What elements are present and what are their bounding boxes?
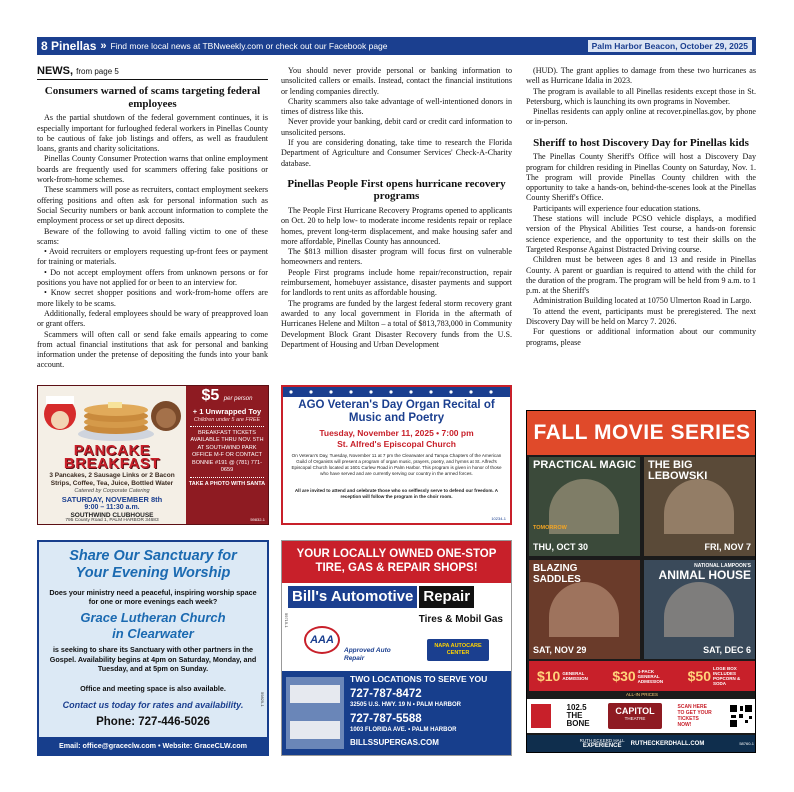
article3-body [526,152,756,348]
paragraph: If you are considering donating, take time to research the Florida Department of Agriculture and Consumer Services' Check-A-Charity database. [281,138,512,168]
bills-address-1: 32505 U.S. HWY. 19 N • PALM HARBOR [350,702,462,708]
movie-name: ANIMAL HOUSE [658,568,751,582]
per-person: per person [223,396,253,402]
sponsor-strip [527,699,756,733]
section-kicker [37,66,268,80]
sanctuary-office: Office and meeting space is also available. [80,684,226,693]
bills-name-2: Repair [419,586,474,608]
ad-fall-movie-series[interactable] [526,410,756,753]
paragraph: Participants will experience four education stations. [533,203,701,213]
paragraph: Pinellas County Consumer Protection warns that online employment boards are frequently used for scammers offering fake positions or work-from-home schemes. [37,154,268,185]
church-name [39,610,267,641]
pancake-venue: SOUTHWIND CLUBHOUSE [70,512,154,519]
qr-code-icon[interactable] [729,704,753,728]
price-amount: $30 [612,668,636,684]
radio-logo: 102.5 THE BONE [566,703,590,728]
paragraph: The program is available to all Pinellas residents except those in St. Petersburg, which is launching its own programs in November. [526,86,756,106]
ruth-name: RUTH ECKERD HALL [579,738,625,743]
paragraph: For questions or additional information about our community programs, please [526,327,756,347]
pancake-title [38,444,186,470]
ruth-eckerd-logo [580,738,625,749]
paragraph: Charity scammers also take advantage of well-intentioned donors in times of distress like this. [281,96,512,117]
movie-tile[interactable] [644,560,755,659]
bills-website[interactable]: BILLSSUPERGAS.COM [350,738,439,747]
ruth-experience: EXPERIENCE [582,743,622,749]
ruth-eckerd-strip [527,735,756,752]
paragraph: The People First Hurricane Recovery Programs opened to applicants on Oct. 20 to help low- to moderate income residents repair or replace homes, prevent long-term displacement, and make housing safer and more affordable, Pinellas County has announced. [281,205,512,246]
movie-date: FRI, NOV 7 [704,542,751,552]
pancake-date: SATURDAY, NOVEMBER 8th [61,495,163,504]
movie-tag: TOMORROW [533,525,567,531]
paragraph: The programs are funded by the largest federal storm recovery grant awarded to any local government in Florida in the aftermath of Hurricanes Helene and Milton – a total of $813,783,000 in Community Development Block Grant Disaster Recovery funds from the U.S. Department of Housing and Urban Development [281,298,512,349]
ad-pancake-breakfast[interactable] [37,385,269,525]
ad-bills-automotive[interactable] [281,540,512,756]
movie-name: PRACTICAL MAGIC [533,459,637,471]
organ-invite: All are invited to attend and celebrate those who so selflessly serve to defend our freedom. A reception will follow the program in the choir room. [294,488,499,499]
ruth-site[interactable]: RUTHECKERDHALL.COM [630,740,705,747]
paragraph: You should never provide personal or banking information to unsolicited callers or emails. Instead, contact the financial institutions or lending companies directly. [281,66,512,96]
pancake-title-2: BREAKFAST [63,455,161,472]
article1-body [37,113,268,370]
aaa-logo: AAA [304,626,340,654]
paragraph: Pinellas residents can apply online at recover.pinellas.gov, by phone or in-person. [526,107,756,127]
sanctuary-title-2: Your Evening Worship [75,565,231,581]
kicker-label: NEWS, [37,65,74,77]
bills-tires: Tires & Mobil Gas [418,614,503,625]
price-item [688,666,747,686]
page-header [37,37,756,55]
paragraph: (HUD). The grant applies to damage from these two hurricanes as well as Hurricane Idalia in 2023. [526,66,756,86]
movie-name: THE BIG LEBOWSKI [648,459,708,482]
article2-body [281,206,512,350]
movie-tag: NATIONAL LAMPOON'S [694,563,751,569]
paragraph: • Do not accept employment offers from unknown persons or for positions you have not applied for or been to an interview for. [37,267,268,288]
pancake-catered: Catered by Corporate Catering [74,488,150,494]
sanctuary-code: 59829-1 [260,692,265,707]
paragraph: People First programs include home repair/reconstruction, repair reimbursement, homebuyer assistance, disaster payments and support for landlords to rent units as affordable housing. [281,267,512,298]
paragraph: To attend the event, participants must be preregistered. The next Discovery Day will be held on Marcy 7. 2026. [526,306,756,327]
bills-code: 59715-1 [284,613,289,628]
pancake-santa: TAKE A PHOTO WITH SANTA [188,481,266,488]
pancake-time: 9:00 – 11:30 a.m. [84,504,140,511]
capitol-name: CAPITOL [615,706,655,716]
sponsor-logo-icon [531,704,551,728]
paragraph: Children must be between ages 8 and 13 and reside in Pinellas County. A parent or guardian is required to attend with the child for the duration of the program. The program will be held from 9 a.m. to 1 p.m. at the Sheriff's [526,255,756,296]
paper-date: Palm Harbor Beacon, October 29, 2025 [588,40,752,52]
movie-series-title: FALL MOVIE SERIES [527,411,756,455]
article2-headline: Pinellas People First opens hurricane recovery programs [287,177,506,203]
article3-headline: Sheriff to host Discovery Day for Pinellas kids [533,136,749,149]
pancake-menu: 3 Pancakes, 2 Sausage Links or 2 Bacon Strips, Coffee, Tea, Juice, Bottled Water [49,472,175,487]
page-number: 8 Pinellas [41,39,97,53]
movie-code: 58760-1 [739,741,754,746]
all-in-prices: ALL-IN PRICES [625,692,658,697]
paragraph: The $813 million disaster program will focus first on vulnerable homeowners and renters. [281,247,512,267]
paragraph: Administration Building located at 10750 Ulmerton Road in Largo. [533,296,752,306]
bills-phone-2[interactable]: 727-787-5588 [350,713,422,725]
movie-photo [549,582,619,637]
pancake-illustration [38,386,186,448]
organ-body: On Veteran's Day, Tuesday, November 11 at 7 pm the Clearwater and Tampa Chapters of the American Guild of Organists will present a program of organ music, prayers, poetry, and hymns at St. Alfred's Episcopal Church located at 1601 Curlew Road in Palm Harbor. This program is given in honor of those who have served and are currently serving our country in the armed forces. [291,453,502,476]
column-1 [37,66,268,371]
movie-date: SAT, DEC 6 [703,645,751,655]
paragraph: As the partial shutdown of the federal government continues, it is especially important for furloughed federal workers in Pinellas County to be cautious of fake job listings and offers, as well as fraudulent loans, grants and charity solicitations. [37,113,268,154]
organ-date: Tuesday, November 11, 2025 • 7:00 pm [319,428,474,438]
capitol-sub: THEATRE [624,716,646,721]
price-label: 4-PACK GENERAL ADMISSION [637,668,664,684]
bills-address-2: 1003 FLORIDA AVE. • PALM HARBOR [350,727,457,733]
pancake-address: 795 County Road 1, PALM HARBOR 34683 [65,518,159,523]
kicker-from: from page 5 [76,67,119,76]
sanctuary-title [39,548,267,582]
ad-organ-recital[interactable] [281,385,512,525]
movie-photo [664,582,734,637]
movie-photo [664,479,734,534]
column-2 [281,66,512,350]
church-name-1: Grace Lutheran Church [80,610,226,625]
sanctuary-email[interactable]: Email: office@graceclw.com • Website: GraceCLW.com [39,737,267,754]
organ-venue: St. Alfred's Episcopal Church [337,439,456,449]
bills-locations-panel [282,671,511,756]
paragraph: These scammers will pose as recruiters, contact employment seekers offering positions and often ask for personal information such as Social Security numbers or bank account information to complete the employment process or set up direct deposits. [37,185,268,226]
bills-name-1: Bill's Automotive [288,586,417,608]
paragraph: Never provide your banking, debit card or credit card information to unsolicited persons. [281,117,512,137]
pancake-price [186,388,268,407]
capitol-logo [608,703,662,729]
church-name-2: in Clearwater [112,625,194,641]
paragraph: Additionally, federal employees should be wary of preapproved loan or grant offers. [37,308,268,329]
movie-tile[interactable] [529,457,640,556]
stars-border-icon [283,387,510,397]
paragraph: Scammers will often call or send fake emails appearing to come from actual financial institutions that ask for personal and banking information under the pretense of depositing the funds into your bank account. [37,329,268,370]
bills-banner: YOUR LOCALLY OWNED ONE-STOP TIRE, GAS & REPAIR SHOPS! [282,541,511,583]
pancake-left-panel [38,386,186,524]
movie-grid [529,457,755,659]
sanctuary-offer: is seeking to share its Sanctuary with other partners in the Gospel. Availability begins at 4pm on Saturday, Monday, and Tuesday, and at 5pm on Sunday. [49,645,257,673]
price-strip [529,661,755,691]
sanctuary-contact: Contact us today for rates and availability. [62,700,244,710]
paragraph: These stations will include PCSO vehicle displays, a modified version of the Physical Abilities Test course, a hands-on forensic science experience, and the opportunity to test their skills on the Targeted Response Against Distracted Driving course. [526,214,756,254]
paragraph: • Avoid recruiters or employers requesting up-front fees or payment for training or materials. [37,247,268,267]
header-note: Find more local news at TBNweekly.com or check out our Facebook page [110,41,388,51]
paragraph: The Pinellas County Sheriff's Office will host a Discovery Day program for children residing in Pinellas County on Saturday, Nov. 1. The program will provide Pinellas County children with the opportunity to take a hands-on, behind-the-scenes look at the Pinellas County Sheriff's Office. [526,152,756,203]
pancake-title-1: PANCAKE [73,442,151,459]
movie-tile[interactable] [644,457,755,556]
price-item [612,668,671,684]
organ-title: AGO Veteran's Day Organ Recital of Music and Poetry [298,399,495,424]
price-item [537,668,596,684]
bills-locations-title: TWO LOCATIONS TO SERVE YOU [350,674,488,684]
movie-tile[interactable] [529,560,640,659]
price-label: LOGE BOX INCLUDES POPCORN & SODA [713,666,741,686]
sanctuary-question: Does your ministry need a peaceful, inspiring worship space for one or more evenings each week? [49,588,257,606]
column-3 [526,66,756,348]
storefront-photo [286,677,344,749]
pancake-tickets: BREAKFAST TICKETS AVAILABLE THRU NOV. 5TH AT SOUTHWIND PARK OFFICE M-F OR CONTACT BONNIE #191 @ (781) 771-0659 [190,430,264,474]
movie-date: THU, OCT 30 [533,542,589,552]
movie-date: SAT, NOV 29 [533,645,587,655]
price-amount: $50 [687,668,711,684]
pancake-right-panel [186,386,268,524]
paragraph: Beware of the following to avoid falling victim to one of these scams: [37,226,268,246]
movie-name: BLAZING SADDLES [533,563,581,585]
price-value: $5 [201,387,220,404]
pancake-children: Children under 5 are FREE [193,417,261,423]
article2-body-cont [526,66,756,128]
bills-phone-1[interactable]: 727-787-8472 [350,688,422,700]
price-amount: $10 [536,668,561,684]
sanctuary-title-1: Share Our Sanctuary for [69,548,237,564]
aaa-approved: Approved Auto Repair [344,647,391,662]
scan-text: SCAN HERE TO GET YOUR TICKETS NOW! [677,704,712,728]
paragraph: • Know secret shopper positions and work-from-home offers are more likely to be scams. [37,288,268,308]
header-arrows: » [100,40,107,52]
article1-body-cont [281,66,512,169]
sanctuary-phone[interactable]: Phone: 727-446-5026 [96,716,210,728]
bills-name [288,586,506,608]
ad-share-sanctuary[interactable] [37,540,269,756]
article1-headline: Consumers warned of scams targeting federal employees [44,85,261,110]
pancake-code: 59832-1 [250,517,265,522]
price-label: GENERAL ADMISSION [562,671,588,681]
napa-logo: NAPA AUTOCARE CENTER [427,639,489,661]
organ-code: 10234-1 [491,516,506,521]
pancake-toy: + 1 Unwrapped Toy [192,407,262,416]
